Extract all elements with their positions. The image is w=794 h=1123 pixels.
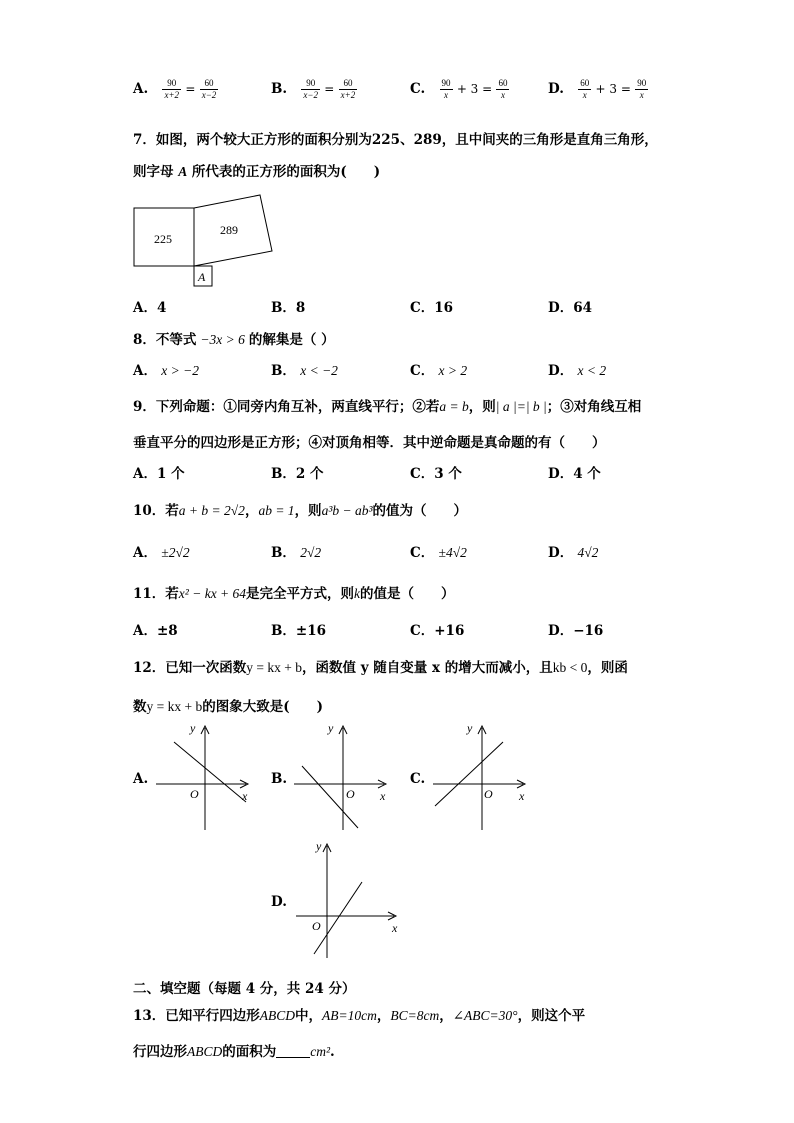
answer-blank[interactable]: [276, 1045, 310, 1058]
q7-squares-figure: [128, 190, 278, 290]
q7-option-c[interactable]: C．16: [410, 300, 454, 316]
q10-option-a[interactable]: A． ±2√2: [133, 545, 190, 561]
svg-text:y: y: [467, 721, 473, 735]
q8-option-d[interactable]: D． x < 2: [548, 363, 607, 379]
q7-option-b[interactable]: B．8: [271, 300, 306, 316]
q10-stem: 10．若a + b = 2√2，ab = 1，则a³b − ab³的值为（ ）: [133, 503, 468, 519]
svg-text:x: x: [242, 789, 248, 803]
fraction: $\frac{90}{x+2}$: [164, 78, 180, 100]
svg-text:O: O: [346, 787, 355, 801]
fraction: $\frac{60}{x+2}$: [340, 78, 356, 100]
q9-option-a[interactable]: A．1 个: [133, 466, 185, 482]
q12-option-a-label[interactable]: A.: [133, 771, 149, 787]
q10-option-c[interactable]: C． ±4√2: [410, 545, 467, 561]
q6-option-d[interactable]: D. $\frac{60}{x}$ + 3 = $\frac{90}{x}$: [548, 78, 647, 100]
q9-option-c[interactable]: C．3 个: [410, 466, 462, 482]
square-289-label: 289: [220, 223, 238, 237]
q10-option-b[interactable]: B． 2√2: [271, 545, 322, 561]
fraction: $\frac{90}{x}$: [441, 78, 451, 100]
q13-stem-line2: 行四边形ABCD的面积为 cm².: [133, 1044, 335, 1060]
svg-text:O: O: [190, 787, 199, 801]
svg-text:y: y: [316, 839, 322, 853]
q13-stem-line1: 13．已知平行四边形ABCD中，AB=10cm，BC=8cm，∠ABC=30°，则这个平: [133, 1008, 586, 1024]
q8-option-b[interactable]: B． x < −2: [271, 363, 338, 379]
q12-graph-d[interactable]: [290, 836, 402, 960]
q7-stem-line1: 7．如图，两个较大正方形的面积分别为225、289，且中间夹的三角形是直角三角形，: [133, 132, 658, 148]
fraction: $\frac{60}{x-2}$: [201, 78, 217, 100]
q8-option-a[interactable]: A． x > −2: [133, 363, 199, 379]
q11-option-c[interactable]: C．+16: [410, 623, 465, 639]
q12-option-b-label[interactable]: B.: [271, 771, 288, 787]
q10-option-d[interactable]: D． 4√2: [548, 545, 599, 561]
svg-text:y: y: [190, 721, 196, 735]
fraction: $\frac{60}{x}$: [498, 78, 508, 100]
q8-stem: 8．不等式 −3x > 6 的解集是（ ）: [133, 332, 335, 348]
q6-option-c[interactable]: C. $\frac{90}{x}$ + 3 = $\frac{60}{x}$: [410, 78, 508, 100]
q6-option-a[interactable]: A. $\frac{90}{x+2}$ = $\frac{60}{x-2}$: [133, 78, 217, 100]
fraction: $\frac{90}{x}$: [637, 78, 647, 100]
q6-option-b[interactable]: B. $\frac{90}{x-2}$ = $\frac{60}{x+2}$: [271, 78, 356, 100]
q12-graph-a[interactable]: [150, 720, 260, 832]
q9-option-b[interactable]: B．2 个: [271, 466, 324, 482]
fraction: $\frac{60}{x}$: [580, 78, 590, 100]
fraction: $\frac{90}{x-2}$: [303, 78, 318, 100]
q11-option-d[interactable]: D．−16: [548, 623, 604, 639]
square-a-label: A: [198, 270, 206, 284]
svg-text:O: O: [484, 787, 493, 801]
q9-option-d[interactable]: D．4 个: [548, 466, 601, 482]
svg-text:x: x: [392, 921, 398, 935]
q8-option-c[interactable]: C． x > 2: [410, 363, 468, 379]
q12-graph-c[interactable]: [427, 720, 537, 832]
q12-graph-b[interactable]: [288, 720, 398, 832]
svg-text:x: x: [519, 789, 525, 803]
q9-stem-line1: 9．下列命题：①同旁内角互补，两直线平行；②若a = b，则| a |=| b |；③对角线互相: [133, 399, 642, 415]
q11-stem: 11．若x² − kx + 64是完全平方式，则k的值是（ ）: [133, 586, 455, 602]
q11-option-b[interactable]: B．±16: [271, 623, 327, 639]
q7-option-a[interactable]: A．4: [133, 300, 167, 316]
svg-text:y: y: [328, 721, 334, 735]
section-heading: 二、填空题（每题 4 分，共 24 分）: [133, 981, 356, 997]
q12-stem-line1: 12．已知一次函数y = kx + b，函数值 y 随自变量 x 的增大而减小，且kb < 0，则函: [133, 660, 628, 676]
svg-text:O: O: [312, 919, 321, 933]
q12-option-c-label[interactable]: C.: [410, 771, 426, 787]
square-225-label: 225: [154, 232, 172, 246]
q9-stem-line2: 垂直平分的四边形是正方形；④对顶角相等．其中逆命题是真命题的有（ ）: [133, 435, 606, 451]
q7-option-d[interactable]: D．64: [548, 300, 593, 316]
svg-text:x: x: [380, 789, 386, 803]
q11-option-a[interactable]: A．±8: [133, 623, 178, 639]
q12-option-d-label[interactable]: D.: [271, 894, 287, 910]
q12-stem-line2: 数y = kx + b的图象大致是( ): [133, 699, 324, 715]
q7-stem-line2: 则字母 A 所代表的正方形的面积为( ): [133, 164, 381, 180]
